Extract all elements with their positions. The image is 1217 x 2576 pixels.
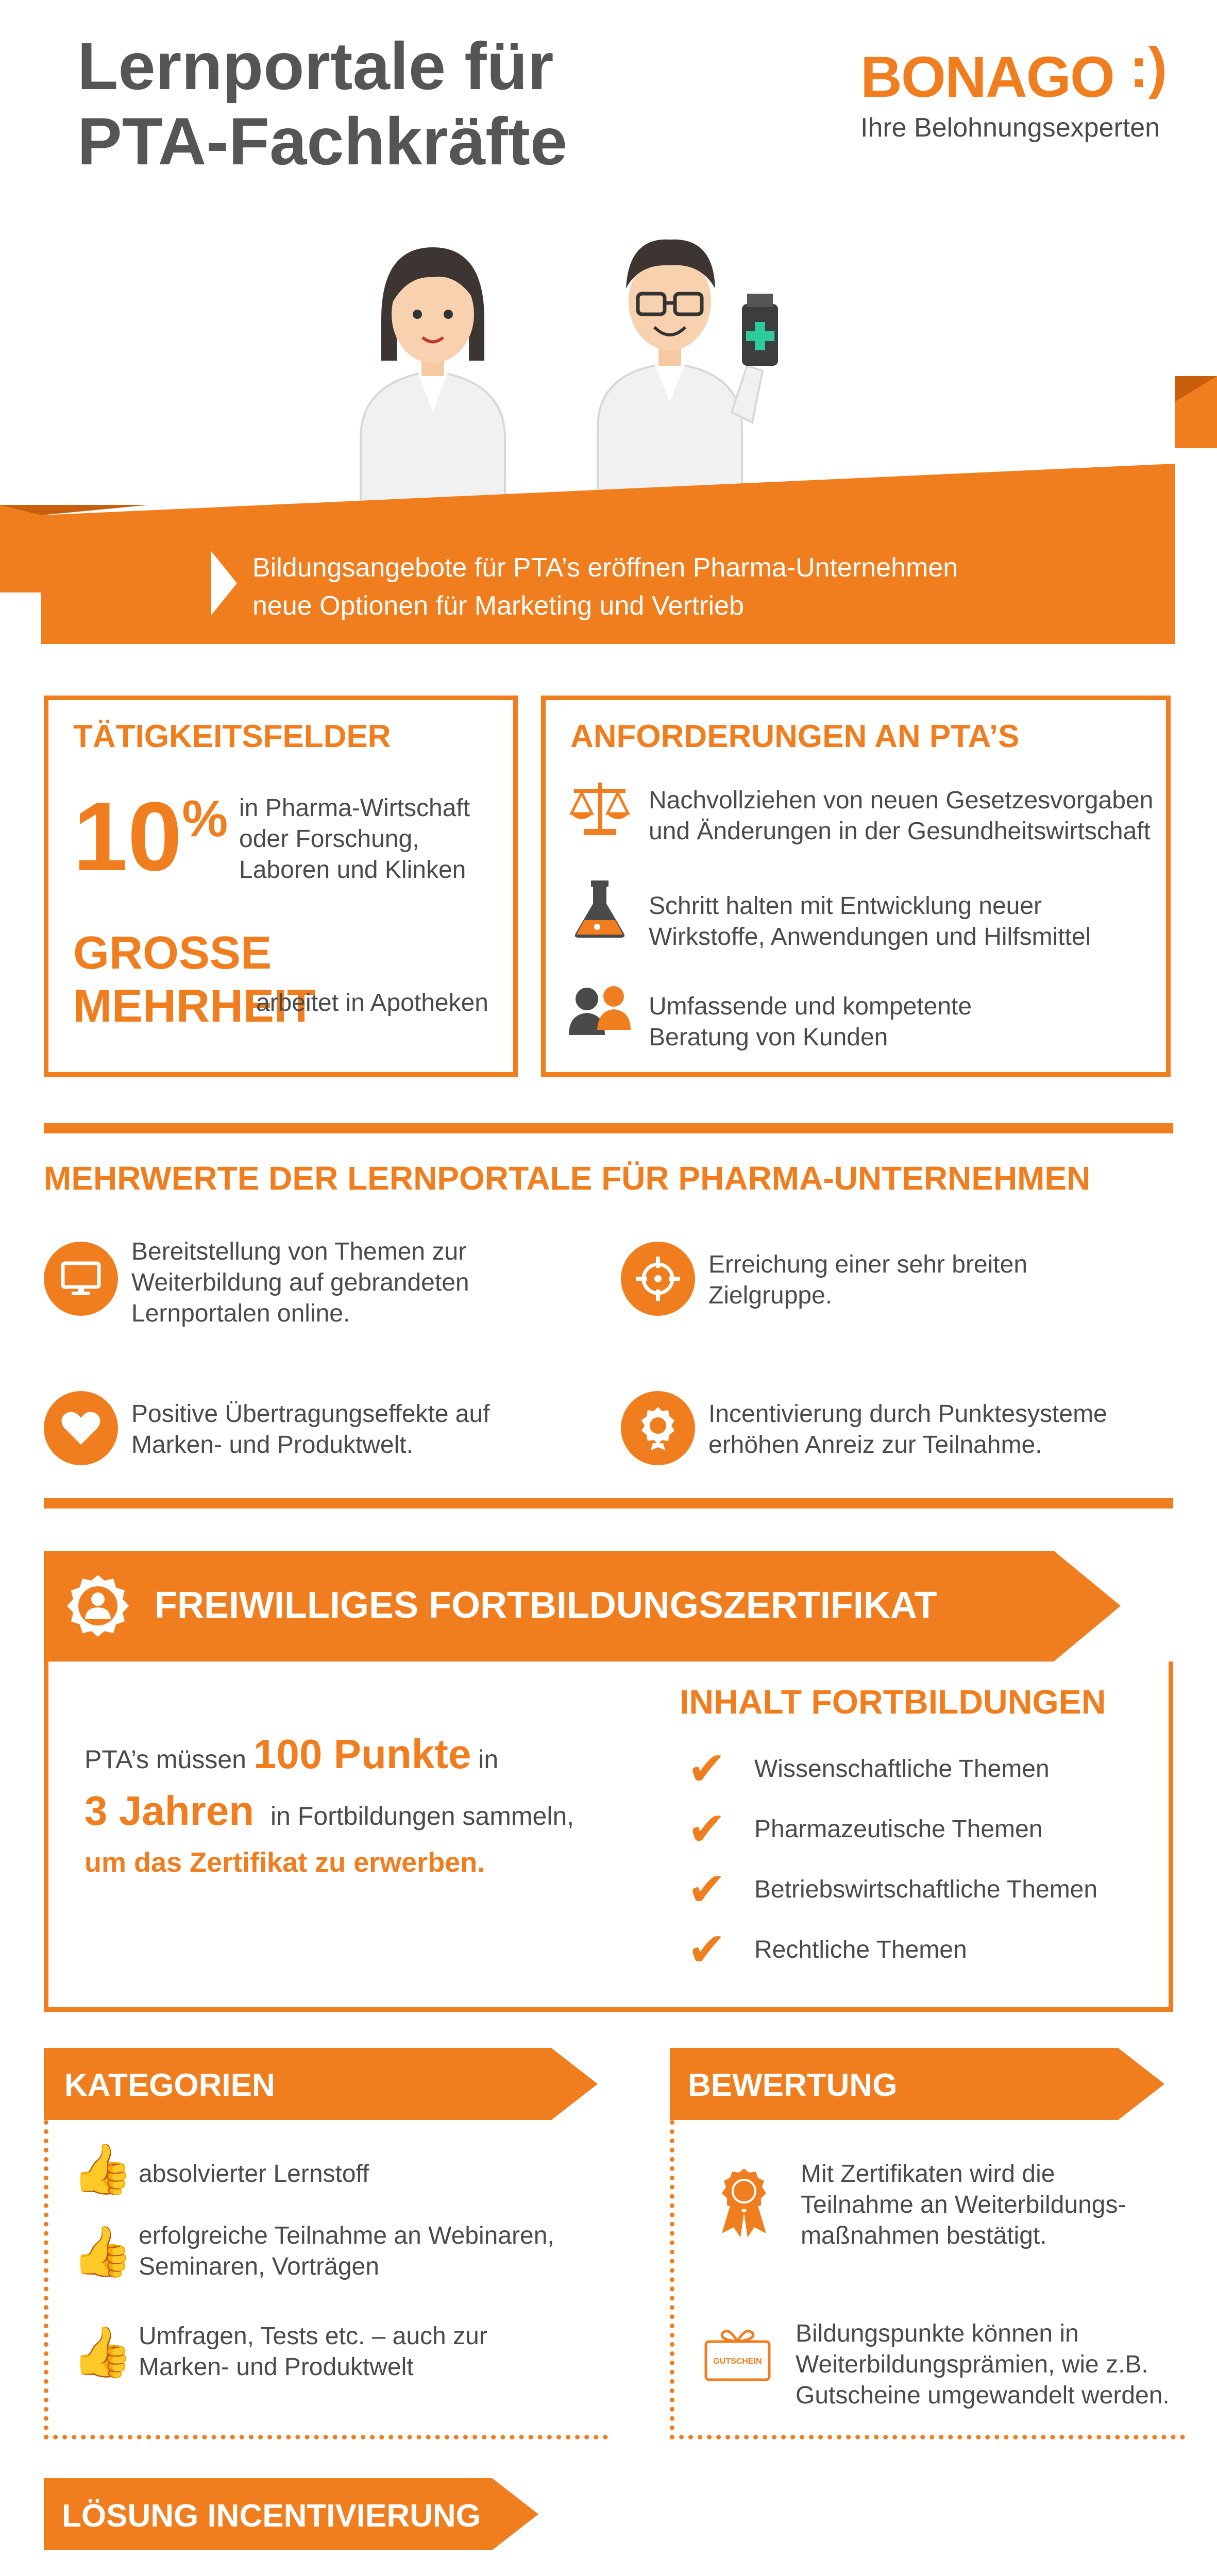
mehrwert-2-line-2: Zielgruppe.: [708, 1282, 833, 1309]
kategorie-3-line-2: Marken- und Produktwelt: [139, 2353, 414, 2381]
mehrwerte-heading: MEHRWERTE DER LERNPORTALE FÜR PHARMA-UNTERNEHMEN: [44, 1160, 1091, 1197]
mehrwert-item-4: [708, 1399, 1107, 1461]
mehrwert-1-line-1: Bereitstellung von Themen zur: [131, 1238, 467, 1265]
kategorie-item-3: [139, 2321, 487, 2383]
thumbs-up-icon: 👍: [72, 2142, 133, 2197]
check-icon: ✔: [687, 1804, 726, 1855]
req-points: 100 Punkte: [253, 1731, 471, 1777]
check-icon: ✔: [687, 1924, 726, 1976]
mehrwert-1-line-2: Weiterbildung auf gebrandeten: [131, 1269, 469, 1296]
bewertung-2-line-1: Bildungspunkte können in: [796, 2320, 1079, 2347]
mehrwert-2-line-1: Erreichung einer sehr breiten: [708, 1251, 1028, 1278]
inhalt-item-label: Pharmazeutische Themen: [754, 1816, 1043, 1843]
gift-voucher-icon: [703, 2326, 772, 2383]
rosette-icon: [716, 2166, 772, 2239]
mehrwert-3-line-1: Positive Übertragungseffekte auf: [131, 1400, 490, 1428]
banner-line-1: Bildungsangebote für PTA’s eröffnen Pharma-Unternehmen: [252, 553, 958, 583]
anforderung-2-line-2: Wirkstoffe, Anwendungen und Hilfsmittel: [649, 923, 1091, 951]
mehrwert-item-3: [131, 1399, 490, 1461]
percent-number: 10: [73, 782, 182, 891]
mehrwert-3-line-2: Marken- und Produktwelt.: [131, 1431, 413, 1459]
divider-bottom: [44, 1498, 1173, 1509]
percent-desc-line-3: Laboren und Klinken: [239, 856, 466, 884]
req-text-a: PTA’s müssen: [84, 1745, 246, 1774]
percent-desc-line-2: oder Forschung,: [239, 825, 419, 853]
anforderungen-heading: ANFORDERUNGEN AN PTA’S: [570, 719, 1020, 754]
scale-icon: [566, 777, 633, 839]
req-years: 3 Jahren: [84, 1788, 255, 1834]
bewertung-1-line-1: Mit Zertifikaten wird die: [801, 2160, 1055, 2188]
anforderungen-box: [541, 696, 1171, 1077]
kategorie-item-1: absolvierter Lernstoff: [139, 2160, 369, 2188]
percent-sign: %: [182, 790, 228, 848]
mehrwert-item-2: [708, 1249, 1027, 1311]
brand-logo[interactable]: [860, 36, 1190, 143]
majority-heading: GROSSE MEHRHEIT: [73, 927, 315, 1032]
anforderung-3-line-1: Umfassende und kompetente: [649, 993, 972, 1020]
anforderung-item-1: [649, 785, 1153, 847]
loesung-heading: LÖSUNG INCENTIVIERUNG: [62, 2498, 481, 2534]
inhalt-item: [687, 1799, 1097, 1859]
inhalt-item: [687, 1859, 1097, 1920]
kategorie-3-line-1: Umfragen, Tests etc. – auch zur: [139, 2323, 487, 2350]
bewertung-1-line-2: Teilnahme an Weiterbildungs-: [801, 2191, 1126, 2218]
anforderung-item-2: [649, 891, 1091, 953]
banner-arrow-icon: [211, 551, 237, 615]
divider-top: [44, 1123, 1173, 1133]
percent-value: [73, 782, 228, 891]
anforderung-3-line-2: Beratung von Kunden: [649, 1024, 888, 1051]
zertifikat-box: [44, 1662, 1173, 2012]
req-text-c: um das Zertifikat zu erwerben.: [84, 1847, 485, 1878]
anforderung-2-line-1: Schritt halten mit Entwicklung neuer: [649, 892, 1042, 920]
req-text-in: in: [478, 1745, 499, 1774]
inhalt-item: [687, 1739, 1097, 1799]
percent-desc-line-1: in Pharma-Wirtschaft: [239, 794, 470, 822]
anforderung-item-3: [649, 991, 972, 1053]
mehrwert-item-1: [131, 1236, 469, 1329]
percent-description: [239, 793, 470, 886]
kategorien-heading: KATEGORIEN: [64, 2067, 275, 2103]
anforderung-1-line-2: und Änderungen in der Gesundheitswirtschaft: [649, 818, 1151, 845]
flask-icon: [571, 878, 628, 940]
kategorien-box: [44, 2120, 608, 2439]
check-icon: ✔: [687, 1864, 726, 1916]
kategorie-2-line-2: Seminaren, Vorträgen: [139, 2253, 379, 2280]
inhalt-list: [687, 1739, 1097, 1980]
bewertung-2-line-3: Gutscheine umgewandelt werden.: [796, 2382, 1170, 2409]
req-text-b: in Fortbildungen sammeln,: [270, 1802, 574, 1831]
bewertung-item-1: [801, 2159, 1126, 2251]
anforderung-1-line-1: Nachvollziehen von neuen Gesetzesvorgaben: [649, 787, 1154, 814]
inhalt-item-label: Wissenschaftliche Themen: [754, 1755, 1050, 1783]
brand-smile-icon: :): [1129, 36, 1168, 99]
bewertung-heading: BEWERTUNG: [688, 2067, 898, 2103]
banner-text: [252, 549, 958, 625]
brand-tagline: Ihre Belohnungsexperten: [860, 113, 1160, 143]
thumbs-up-icon: 👍: [72, 2325, 133, 2380]
taetigkeitsfelder-box: [44, 696, 518, 1077]
mehrwert-4-line-1: Incentivierung durch Punktesysteme: [708, 1400, 1107, 1428]
target-icon: [621, 1242, 695, 1316]
mehrwert-1-line-3: Lernportalen online.: [131, 1300, 350, 1327]
voucher-label: GUTSCHEIN: [713, 2357, 762, 2366]
brand-name: BONAGO: [860, 45, 1114, 109]
inhalt-item: [687, 1920, 1097, 1980]
people-icon: [566, 981, 633, 1038]
monitor-icon: [44, 1242, 118, 1316]
inhalt-item-label: Betriebswirtschaftliche Themen: [754, 1876, 1098, 1903]
bewertung-1-line-3: maßnahmen bestätigt.: [801, 2222, 1047, 2249]
taetigkeitsfelder-heading: TÄTIGKEITSFELDER: [73, 719, 391, 754]
zertifikat-requirement: [84, 1728, 574, 1883]
thumbs-up-icon: 👍: [72, 2224, 133, 2279]
majority-description: arbeitet in Apotheken: [256, 989, 488, 1016]
mehrwert-4-line-2: erhöhen Anreiz zur Teilnahme.: [708, 1431, 1042, 1459]
bewertung-box: [670, 2120, 1185, 2439]
inhalt-heading: INHALT FORTBILDUNGEN: [680, 1683, 1106, 1721]
check-icon: ✔: [687, 1743, 726, 1795]
kategorie-2-line-1: erfolgreiche Teilnahme an Webinaren,: [139, 2222, 554, 2249]
page-title: [77, 28, 567, 179]
kategorie-item-2: [139, 2221, 554, 2282]
banner-line-2: neue Optionen für Marketing und Vertrieb: [252, 591, 744, 621]
bewertung-2-line-2: Weiterbildungsprämien, wie z.B.: [796, 2351, 1148, 2378]
inhalt-item-label: Rechtliche Themen: [754, 1936, 967, 1963]
certificate-icon: [64, 1572, 131, 1639]
title-line-1: Lernportale für: [77, 28, 554, 104]
heart-icon: [44, 1391, 118, 1465]
title-line-2: PTA-Fachkräfte: [77, 104, 568, 179]
zertifikat-heading: FREIWILLIGES FORTBILDUNGSZERTIFIKAT: [155, 1585, 937, 1626]
bewertung-item-2: [796, 2318, 1170, 2411]
award-icon: [621, 1391, 695, 1465]
